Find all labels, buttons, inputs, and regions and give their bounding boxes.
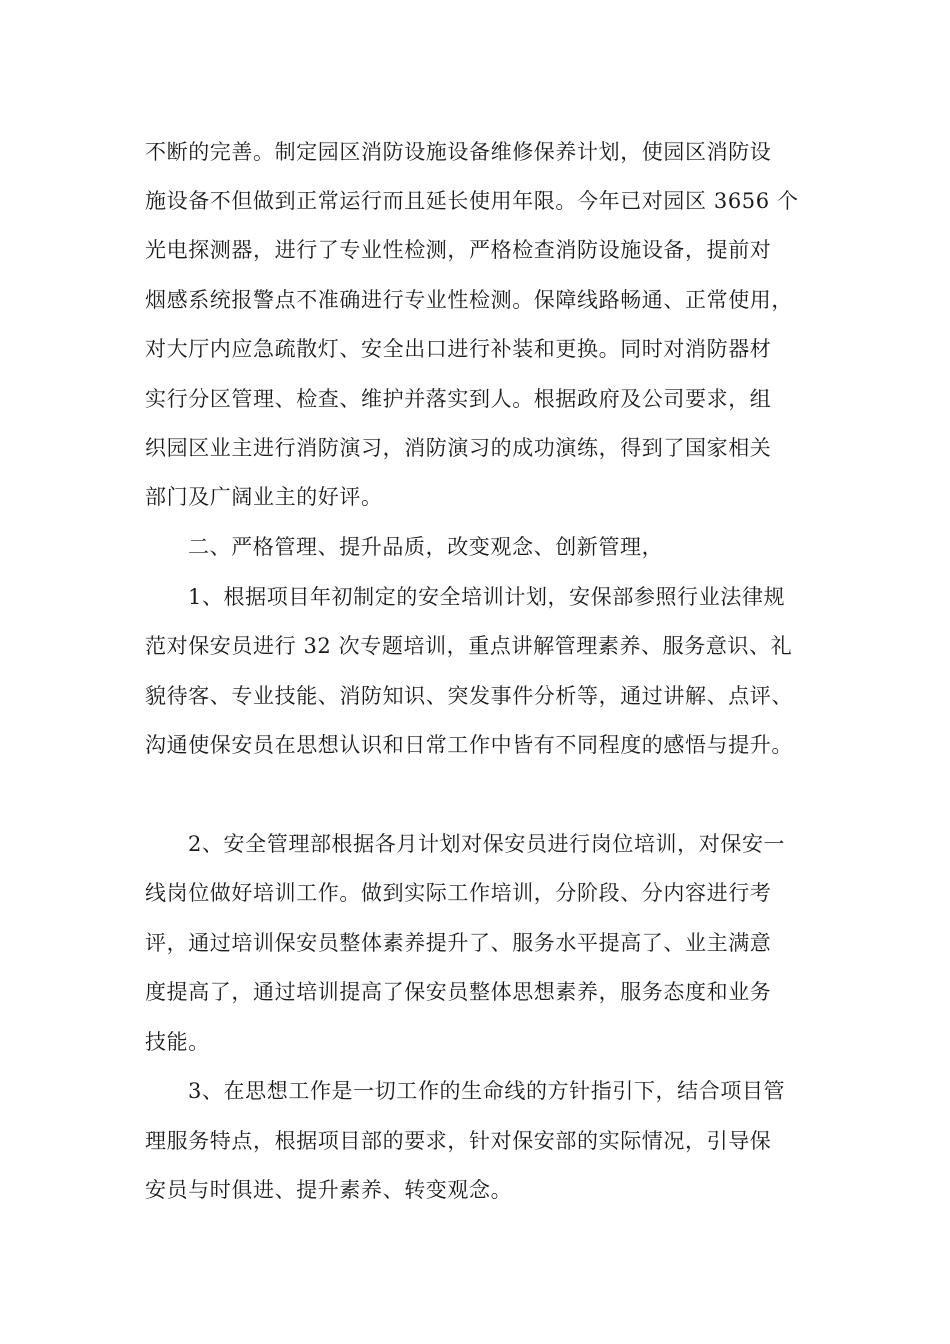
item-2-line-1: 2、安全管理部根据各月计划对保安员进行岗位培训，对保安一 <box>188 832 786 856</box>
paragraph-1-line-8: 部门及广阔业主的好评。 <box>145 485 383 509</box>
item-1-line-3: 貌待客、专业技能、消防知识、突发事件分析等，通过讲解、点评、 <box>145 684 793 708</box>
paragraph-1-line-6: 实行分区管理、检查、维护并落实到人。根据政府及公司要求，组 <box>145 387 772 411</box>
paragraph-1-line-4: 烟感系统报警点不准确进行专业性检测。保障线路畅通、正常使用， <box>145 288 793 312</box>
item-3-line-3: 安员与时俱进、提升素养、转变观念。 <box>145 1178 513 1202</box>
paragraph-1-line-2: 施设备不但做到正常运行而且延长使用年限。今年已对园区 3656 个 <box>145 189 799 213</box>
paragraph-1-line-7: 织园区业主进行消防演习，消防演习的成功演练，得到了国家相关 <box>145 436 772 460</box>
item-2-line-2: 线岗位做好培训工作。做到实际工作培训，分阶段、分内容进行考 <box>145 881 772 905</box>
paragraph-1-line-1: 不断的完善。制定园区消防设施设备维修保养计划，使园区消防设 <box>145 140 772 164</box>
item-1-line-1: 1、根据项目年初制定的安全培训计划，安保部参照行业法律规 <box>188 585 786 609</box>
paragraph-1-line-5: 对大厅内应急疏散灯、安全出口进行补装和更换。同时对消防器材 <box>145 337 772 361</box>
item-3-line-2: 理服务特点，根据项目部的要求，针对保安部的实际情况，引导保 <box>145 1129 772 1153</box>
paragraph-1-line-3: 光电探测器，进行了专业性检测，严格检查消防设施设备，提前对 <box>145 238 772 262</box>
item-1-line-4: 沟通使保安员在思想认识和日常工作中皆有不同程度的感悟与提升。 <box>145 733 793 757</box>
item-2-line-3: 评，通过培训保安员整体素养提升了、服务水平提高了、业主满意 <box>145 931 772 955</box>
item-2-line-4: 度提高了，通过培训提高了保安员整体思想素养，服务态度和业务 <box>145 980 772 1004</box>
section-heading: 二、严格管理、提升品质，改变观念、创新管理， <box>188 535 664 559</box>
item-3-line-1: 3、在思想工作是一切工作的生命线的方针指引下，结合项目管 <box>188 1079 786 1103</box>
item-1-line-2: 范对保安员进行 32 次专题培训，重点讲解管理素养、服务意识、礼 <box>145 634 793 658</box>
item-2-line-5: 技能。 <box>145 1030 210 1054</box>
